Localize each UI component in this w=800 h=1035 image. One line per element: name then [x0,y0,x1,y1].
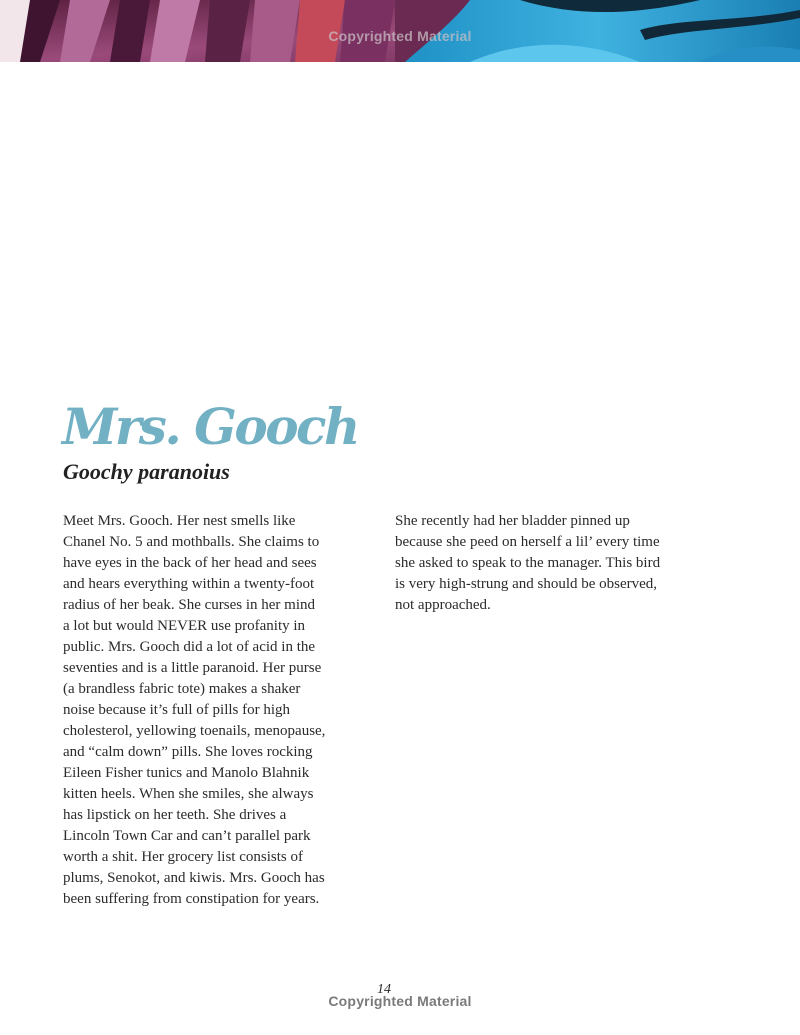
page-number: 14 [377,982,391,997]
copyright-watermark-bottom: Copyrighted Material [328,993,472,1009]
body-line: She recently had her bladder pinned up [395,513,630,529]
body-line: is very high-strung and should be observed, [395,576,658,592]
body-line: because she peed on herself a lil’ every time [395,534,660,550]
body-line: a lot but would NEVER use profanity in [63,618,306,634]
body-line: plums, Senokot, and kiwis. Mrs. Gooch has [63,870,325,886]
body-line: been suffering from constipation for years. [63,891,320,907]
body-line: Chanel No. 5 and mothballs. She claims to [63,534,320,550]
body-line: have eyes in the back of her head and sees [63,555,317,571]
body-line: and “calm down” pills. She loves rocking [63,744,313,760]
body-line: seventies and is a little paranoid. Her purse [63,660,322,676]
body-line: Lincoln Town Car and can’t parallel park [63,828,311,844]
body-line: has lipstick on her teeth. She drives a [63,807,287,823]
body-line: not approached. [395,597,491,613]
page-title: Mrs. Gooch [62,397,358,456]
body-line: cholesterol, yellowing toenails, menopause, [63,723,326,739]
body-line: Meet Mrs. Gooch. Her nest smells like [63,513,296,529]
body-line: worth a shit. Her grocery list consists of [63,849,303,865]
copyright-watermark-top: Copyrighted Material [328,28,472,44]
subtitle: Goochy paranoius [63,459,230,484]
body-line: noise because it’s full of pills for high [63,702,291,718]
body-line: radius of her beak. She curses in her mind [63,597,316,613]
body-line: public. Mrs. Gooch did a lot of acid in the [63,639,316,655]
body-line: (a brandless fabric tote) makes a shaker [63,681,301,697]
body-column-right [395,511,715,616]
body-line: and hears everything within a twenty-foot [63,576,315,592]
body-column-left [63,511,373,910]
body-line: she asked to speak to the manager. This bird [395,555,661,571]
body-line: Eileen Fisher tunics and Manolo Blahnik [63,765,310,781]
body-line: kitten heels. When she smiles, she always [63,786,314,802]
